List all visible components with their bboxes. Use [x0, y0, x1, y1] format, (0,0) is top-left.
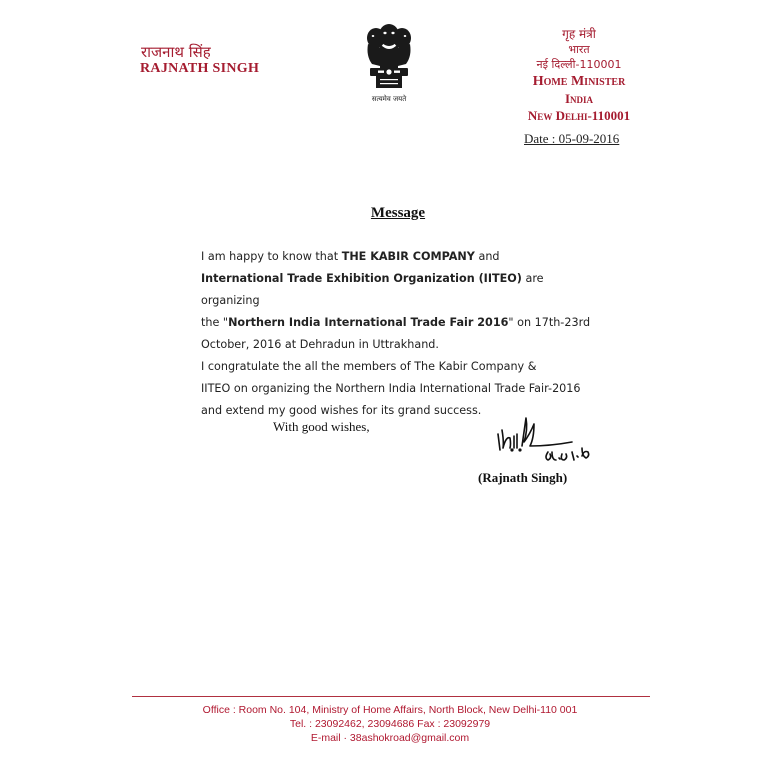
letter-date: Date : 05-09-2016	[524, 131, 620, 146]
body-line	[201, 268, 601, 312]
footer-contact	[130, 703, 650, 745]
body-text-segment: and	[474, 250, 500, 263]
organization-name: International Trade Exhibition Organization (IITEO)	[201, 272, 522, 285]
office-title-block	[500, 26, 658, 124]
message-heading: Message	[370, 205, 426, 221]
minister-name-hindi: राजनाथ सिंह	[141, 43, 211, 61]
body-text-segment: are organizing	[201, 272, 544, 307]
company-name: THE KABIR COMPANY	[341, 250, 475, 263]
national-emblem-icon	[362, 24, 416, 94]
footer-divider	[132, 696, 650, 697]
title-hindi: गृह मंत्री	[562, 27, 596, 41]
body-line: IITEO on organizing the Northern India International Trade Fair-2016	[201, 382, 581, 395]
body-text-segment: I am happy to know that	[201, 250, 342, 263]
minister-name-english: RAJNATH SINGH	[140, 61, 260, 76]
closing-wishes: With good wishes,	[273, 419, 370, 434]
body-text-segment: " on 17th-23rd	[508, 316, 591, 329]
body-line: October, 2016 at Dehradun in Uttrakhand.	[201, 338, 439, 351]
message-body	[201, 246, 601, 422]
body-line: and extend my good wishes for its grand success.	[201, 404, 482, 417]
footer-phone: Tel. : 23092462, 23094686 Fax : 23092979	[289, 718, 491, 730]
body-line	[201, 312, 601, 334]
handwritten-signature	[490, 412, 620, 472]
emblem-motto: सत्यमेव जयते	[371, 95, 407, 103]
signatory-name: (Rajnath Singh)	[478, 470, 568, 485]
title-english: Home Minister	[532, 74, 626, 89]
fair-name: Northern India International Trade Fair 2016	[228, 316, 509, 329]
city-english: New Delhi-110001	[527, 108, 631, 123]
city-hindi: नई दिल्ली-110001	[536, 58, 622, 71]
country-hindi: भारत	[568, 43, 590, 56]
country-english: India	[564, 91, 594, 106]
footer-office: Office : Room No. 104, Ministry of Home Affairs, North Block, New Delhi-110 001	[202, 704, 578, 716]
body-line: I congratulate the all the members of The Kabir Company &	[201, 360, 537, 373]
body-text-segment: the "	[201, 316, 229, 329]
footer-email: E-mail · 38ashokroad@gmail.com	[310, 732, 470, 744]
body-line	[201, 246, 601, 268]
